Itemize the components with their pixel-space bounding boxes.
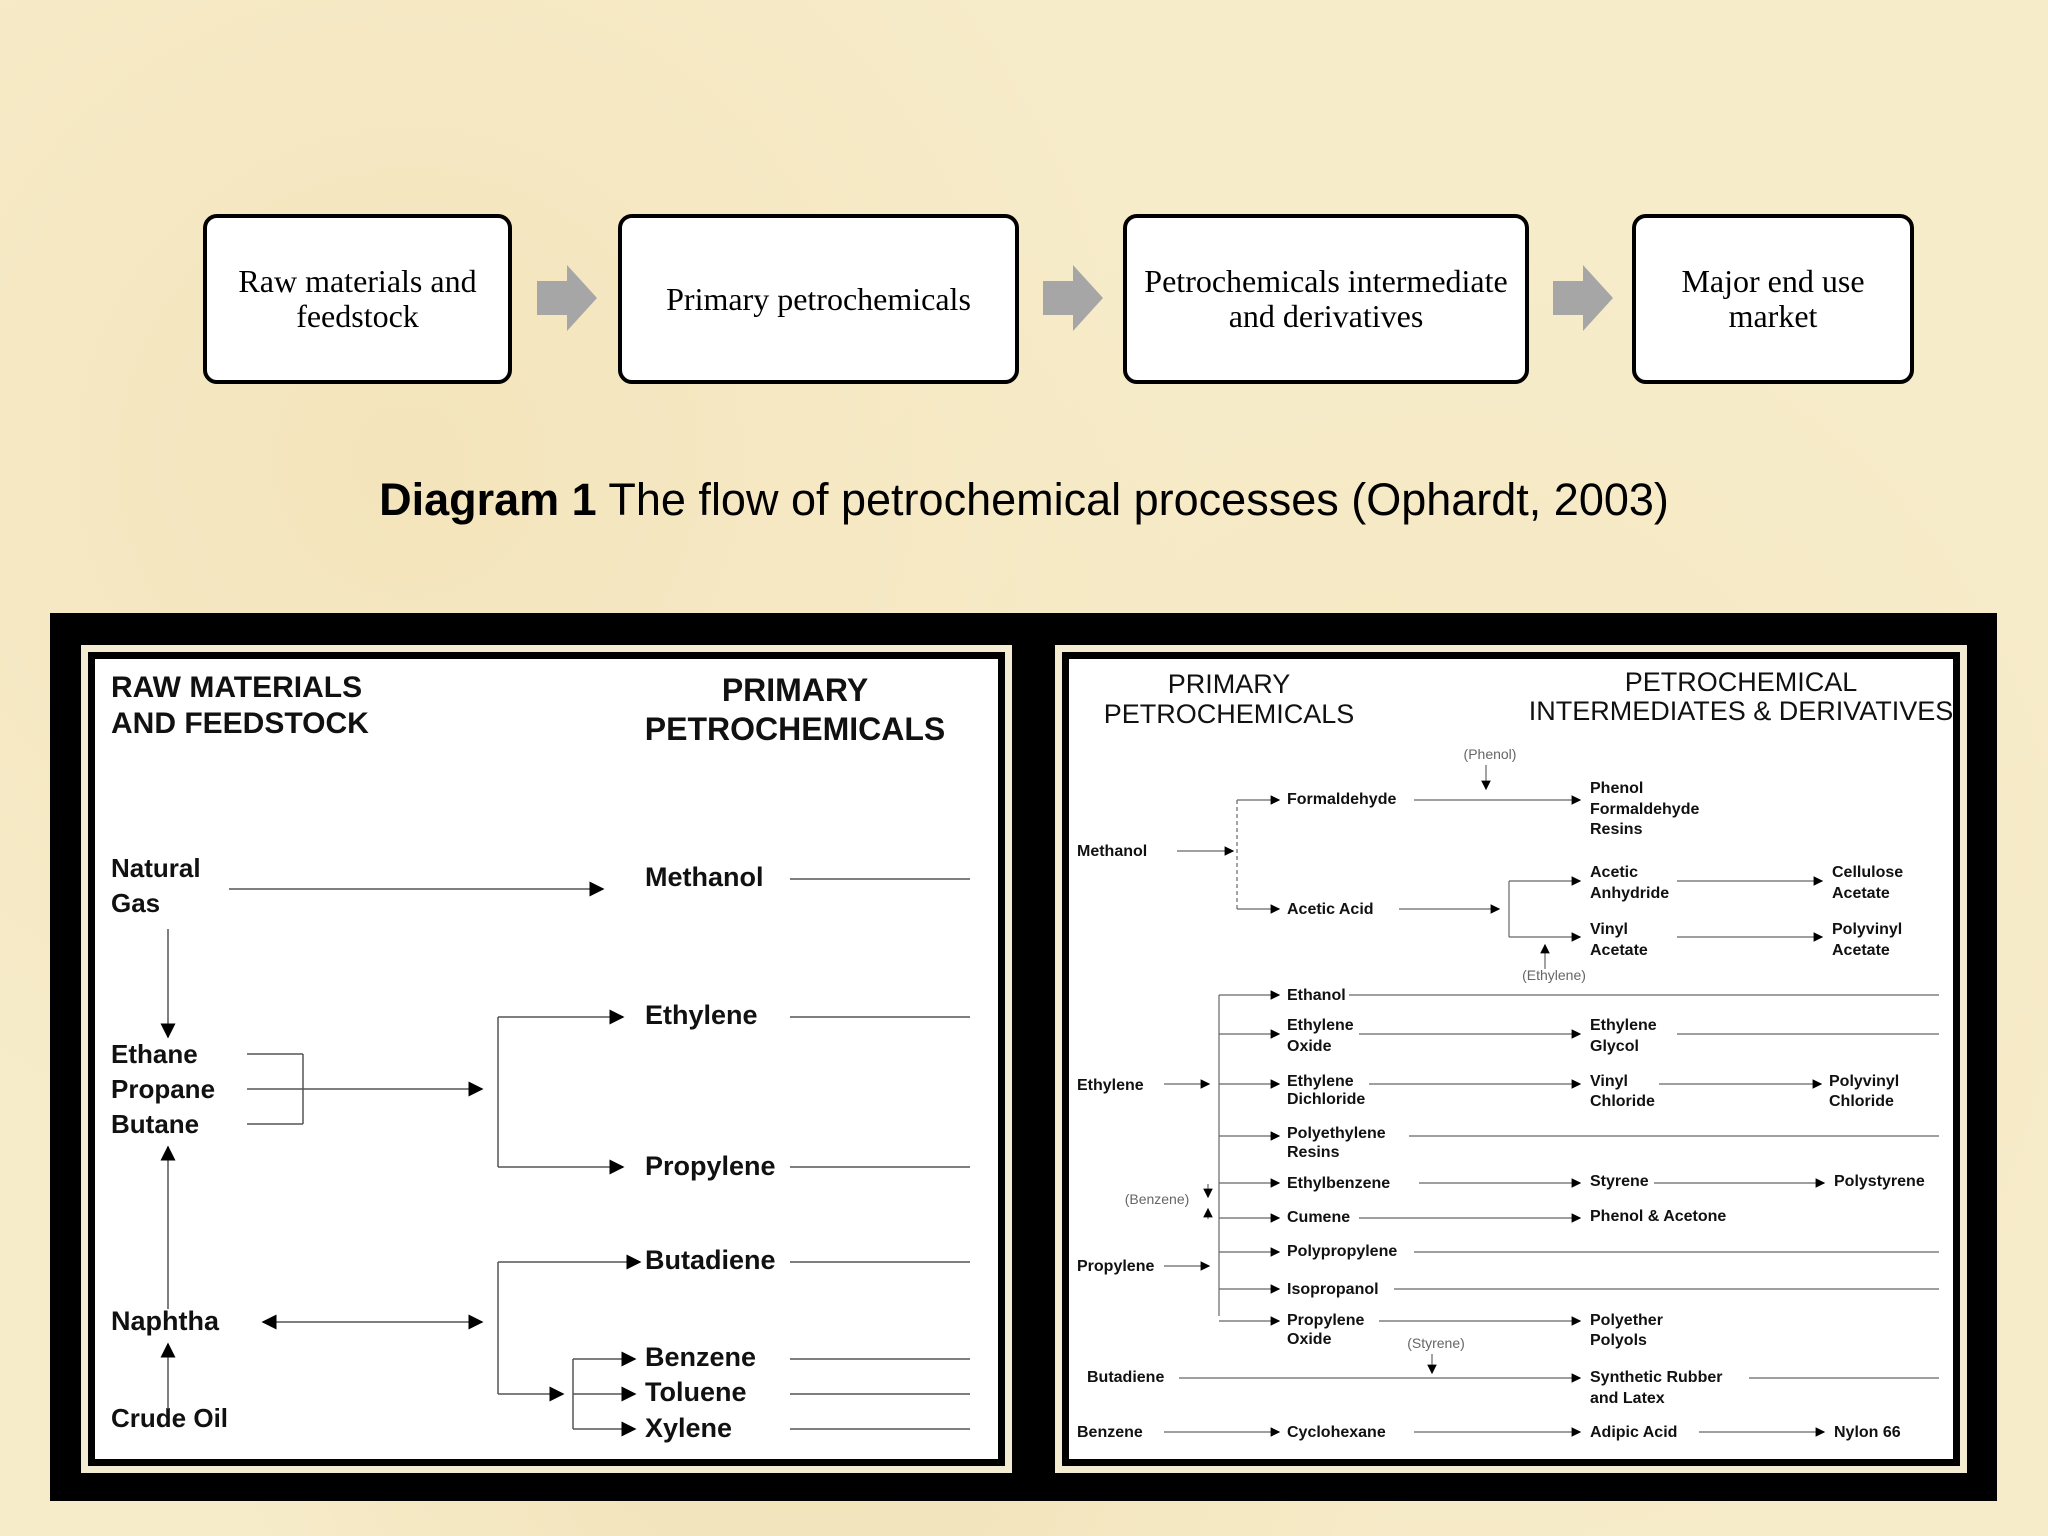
left-header-primary-2: PETROCHEMICALS [644, 711, 946, 747]
der-polyether-polyols-2: Polyols [1590, 1332, 1647, 1349]
left-header-raw-2: AND FEEDSTOCK [111, 707, 369, 740]
primary-toluene: Toluene [645, 1377, 747, 1407]
der-acetic-anhydride-2: Anhydride [1590, 885, 1670, 902]
der-phenol-resins-3: Resins [1590, 821, 1643, 838]
int-formaldehyde: Formaldehyde [1287, 791, 1397, 808]
der-adipic-acid: Adipic Acid [1590, 1424, 1678, 1441]
right-header-primary-1: PRIMARY [1167, 669, 1291, 699]
der-styrene: Styrene [1590, 1173, 1649, 1190]
note-phenol: (Phenol) [1463, 746, 1517, 762]
note-styrene: (Styrene) [1407, 1335, 1465, 1351]
primary-propylene: Propylene [645, 1151, 776, 1181]
caption-text: The flow of petrochemical processes (Ophardt, 2003) [596, 474, 1669, 525]
end-polyvinyl-acetate-2: Acetate [1832, 942, 1890, 959]
flow-box-label: Primary petrochemicals [666, 280, 971, 317]
int-cyclohexane: Cyclohexane [1287, 1424, 1386, 1441]
der-vinyl-acetate-2: Acetate [1590, 942, 1648, 959]
end-polystyrene: Polystyrene [1834, 1173, 1925, 1190]
end-polyvinyl-chloride-1: Polyvinyl [1829, 1073, 1900, 1090]
der-ethylene-glycol-1: Ethylene [1590, 1017, 1657, 1034]
left-header-raw-1: RAW MATERIALS [111, 671, 363, 704]
end-polyvinyl-chloride-2: Chloride [1829, 1093, 1894, 1110]
der-ethylene-glycol-2: Glycol [1590, 1038, 1639, 1055]
flow-box-label: Petrochemicals intermediate and derivatives [1144, 263, 1508, 334]
src-propylene: Propylene [1077, 1258, 1155, 1275]
raw-crude-oil: Crude Oil [111, 1403, 229, 1433]
flow-box-end-use [1632, 214, 1914, 384]
primary-butadiene: Butadiene [645, 1245, 776, 1275]
der-synthetic-rubber-1: Synthetic Rubber [1590, 1369, 1723, 1386]
int-ethylene-oxide-1: Ethylene [1287, 1017, 1354, 1034]
src-butadiene: Butadiene [1087, 1369, 1165, 1386]
flow-box-label: Raw materials and feedstock [238, 263, 477, 334]
right-panel [1069, 659, 1953, 1459]
caption-bold: Diagram 1 [379, 474, 597, 525]
raw-propane: Propane [111, 1074, 216, 1104]
right-header-primary-2: PETROCHEMICALS [1103, 699, 1355, 729]
flow-box-label: Major end use market [1681, 263, 1865, 334]
int-propylene-oxide-2: Oxide [1287, 1331, 1332, 1348]
note-benzene: (Benzene) [1124, 1191, 1190, 1207]
int-polyethylene-1: Polyethylene [1287, 1125, 1386, 1142]
primary-xylene: Xylene [645, 1413, 733, 1443]
der-polyether-polyols-1: Polyether [1590, 1312, 1663, 1329]
end-cellulose-acetate-2: Acetate [1832, 885, 1890, 902]
flow-box-primary [618, 214, 1019, 384]
end-polyvinyl-acetate-1: Polyvinyl [1832, 921, 1903, 938]
left-header-primary-1: PRIMARY [721, 672, 869, 708]
der-phenol-acetone: Phenol & Acetone [1590, 1208, 1727, 1225]
int-ethanol: Ethanol [1287, 987, 1346, 1004]
end-cellulose-acetate-1: Cellulose [1832, 864, 1904, 881]
int-ethylene-dichloride-2: Dichloride [1287, 1091, 1366, 1108]
raw-ethane: Ethane [111, 1039, 198, 1069]
der-phenol-resins-1: Phenol [1590, 780, 1644, 797]
primary-benzene: Benzene [645, 1342, 757, 1372]
int-propylene-oxide-1: Propylene [1287, 1312, 1365, 1329]
primary-methanol: Methanol [645, 862, 764, 892]
raw-natural-gas-2: Gas [111, 888, 161, 918]
left-panel [95, 659, 998, 1459]
src-ethylene: Ethylene [1077, 1077, 1144, 1094]
int-ethylbenzene: Ethylbenzene [1287, 1175, 1391, 1192]
int-acetic-acid: Acetic Acid [1287, 901, 1374, 918]
src-benzene: Benzene [1077, 1424, 1143, 1441]
raw-butane: Butane [111, 1109, 200, 1139]
der-acetic-anhydride-1: Acetic [1590, 864, 1639, 881]
der-vinyl-acetate-1: Vinyl [1590, 921, 1628, 938]
src-methanol: Methanol [1077, 843, 1148, 860]
right-header-intermediates-2: INTERMEDIATES & DERIVATIVES [1528, 696, 1953, 726]
der-vinyl-chloride-2: Chloride [1590, 1093, 1655, 1110]
int-ethylene-dichloride-1: Ethylene [1287, 1073, 1354, 1090]
flow-arrow-2 [1043, 265, 1103, 331]
diagram-caption [0, 474, 2048, 526]
raw-naphtha: Naphtha [111, 1306, 219, 1336]
flow-box-raw-materials [203, 214, 512, 384]
flow-arrow-3 [1553, 265, 1613, 331]
der-vinyl-chloride-1: Vinyl [1590, 1073, 1628, 1090]
int-isopropanol: Isopropanol [1287, 1281, 1379, 1298]
end-nylon: Nylon 66 [1834, 1424, 1901, 1441]
int-polypropylene: Polypropylene [1287, 1243, 1398, 1260]
der-phenol-resins-2: Formaldehyde [1590, 801, 1700, 818]
flow-arrow-1 [537, 265, 597, 331]
int-ethylene-oxide-2: Oxide [1287, 1038, 1332, 1055]
int-cumene: Cumene [1287, 1209, 1351, 1226]
int-polyethylene-2: Resins [1287, 1144, 1340, 1161]
raw-natural-gas-1: Natural [111, 853, 201, 883]
right-header-intermediates-1: PETROCHEMICAL [1624, 667, 1858, 697]
primary-ethylene: Ethylene [645, 1000, 758, 1030]
der-synthetic-rubber-2: and Latex [1590, 1390, 1665, 1407]
flow-box-intermediates [1123, 214, 1529, 384]
note-ethylene: (Ethylene) [1522, 967, 1586, 983]
